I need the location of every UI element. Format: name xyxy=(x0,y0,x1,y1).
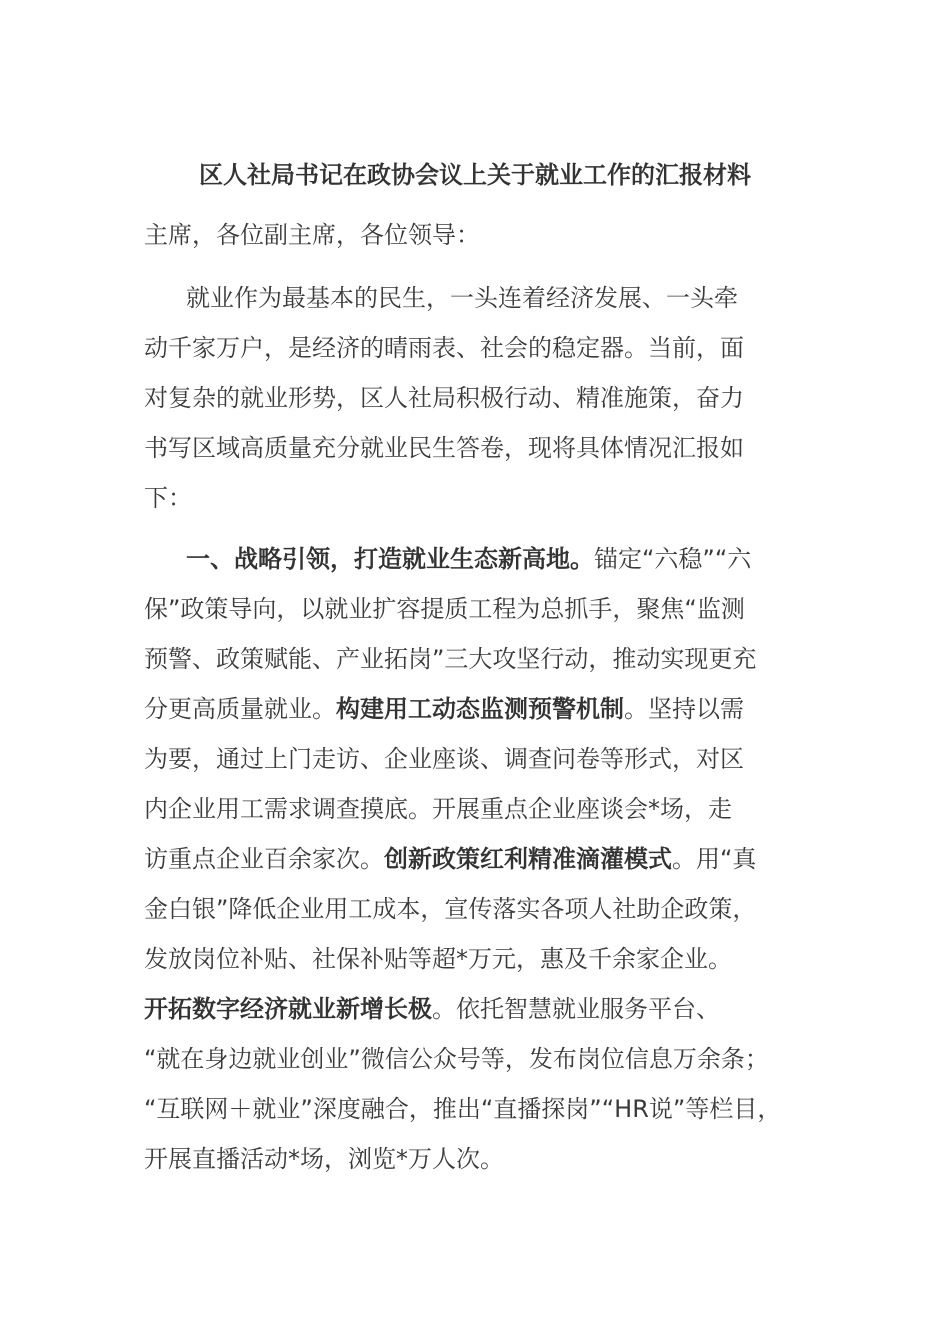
text-segment: 。用“真 xyxy=(672,845,757,873)
text-segment: 锚定“六稳”“六 xyxy=(594,545,752,573)
text-segment: 访重点企业百余家次。 xyxy=(144,845,384,873)
text-line: 就业作为最基本的民生，一头连着经济发展、一头牵 xyxy=(186,284,738,312)
text-line: “就在身边就业创业”微信公众号等，发布岗位信息万余条； xyxy=(144,1045,769,1073)
subheading: 构建用工动态监测预警机制 xyxy=(336,695,624,723)
text-line: 发放岗位补贴、社保补贴等超*万元，惠及千余家企业。 xyxy=(144,945,732,973)
paragraph-intro xyxy=(144,273,806,523)
text-line: “互联网＋就业”深度融合，推出“直播探岗”“HR说”等栏目， xyxy=(144,1095,782,1123)
text-line xyxy=(144,534,806,584)
text-line xyxy=(144,984,806,1034)
text-line: 内企业用工需求调查摸底。开展重点企业座谈会*场，走 xyxy=(144,795,732,823)
text-line: 开展直播活动*场，浏览*万人次。 xyxy=(144,1145,504,1173)
document-title: 区人社局书记在政协会议上关于就业工作的汇报材料 xyxy=(199,161,751,189)
section-heading: 一、战略引领，打造就业生态新高地。 xyxy=(186,545,594,573)
text-line: 动千家万户，是经济的晴雨表、社会的稳定器。当前，面 xyxy=(144,334,744,362)
text-segment: 。依托智慧就业服务平台、 xyxy=(432,995,720,1023)
text-line: 预警、政策赋能、产业拓岗”三大攻坚行动，推动实现更充 xyxy=(144,645,757,673)
text-line xyxy=(144,684,806,734)
subheading: 创新政策红利精准滴灌模式 xyxy=(384,845,672,873)
text-line: 保”政策导向，以就业扩容提质工程为总抓手，聚焦“监测 xyxy=(144,595,745,623)
text-line: 金白银”降低企业用工成本，宣传落实各项人社助企政策， xyxy=(144,895,757,923)
subheading: 开拓数字经济就业新增长极 xyxy=(144,995,432,1023)
text-line: 为要，通过上门走访、企业座谈、调查问卷等形式，对区 xyxy=(144,745,744,773)
paragraph-section-1 xyxy=(144,534,806,1184)
text-line: 对复杂的就业形势，区人社局积极行动、精准施策，奋力 xyxy=(144,384,744,412)
salutation: 主席，各位副主席，各位领导： xyxy=(144,221,480,249)
text-line: 下： xyxy=(144,484,192,512)
text-segment: 分更高质量就业。 xyxy=(144,695,336,723)
text-line xyxy=(144,834,806,884)
text-segment: 。坚持以需 xyxy=(624,695,744,723)
text-line: 书写区域高质量充分就业民生答卷，现将具体情况汇报如 xyxy=(144,434,744,462)
